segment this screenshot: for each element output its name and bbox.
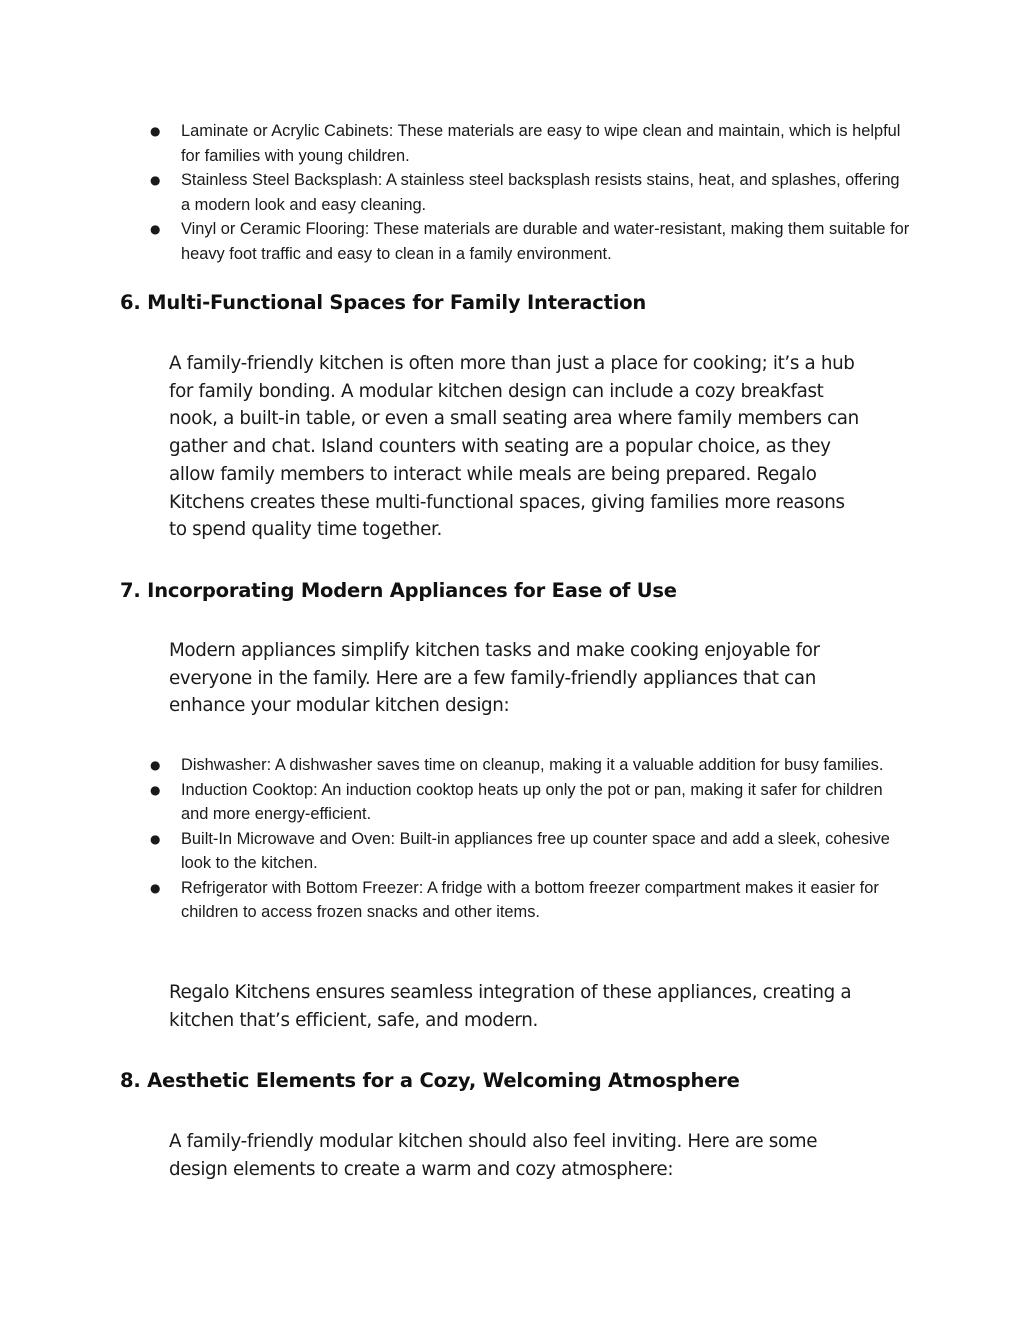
list-item-text: Built-In Microwave and Oven: Built-in appliances free up counter space and add a sleek, cohesive look to the kitchen. — [181, 829, 890, 872]
section-7-heading: 7. Incorporating Modern Appliances for Ease of Use — [120, 579, 677, 602]
list-item — [150, 876, 910, 925]
list-item — [150, 753, 910, 778]
appliances-list — [150, 753, 910, 925]
section-6-paragraph: A family-friendly kitchen is often more than just a place for cooking; it’s a hub for family bonding. A modular kitchen design can include a cozy breakfast nook, a built-in table, or even a small seating area where family members can gather and chat. Island counters with seating are a popular choice, as they allow family members to interact while meals are being prepared. Regalo Kitchens creates these multi-functional spaces, giving families more reasons to spend quality time together. — [169, 353, 859, 541]
list-item-text: Laminate or Acrylic Cabinets: These materials are easy to wipe clean and maintain, which is helpful for families with young children. — [181, 122, 901, 165]
list-item — [150, 119, 910, 168]
list-item-text: Refrigerator with Bottom Freezer: A fridge with a bottom freezer compartment makes it easier for children to access frozen snacks and other items. — [181, 878, 879, 921]
bullet-icon: ● — [150, 758, 161, 772]
section-8-heading: 8. Aesthetic Elements for a Cozy, Welcoming Atmosphere — [120, 1069, 740, 1092]
bullet-icon: ● — [150, 222, 161, 236]
section-7-closing: Regalo Kitchens ensures seamless integration of these appliances, creating a kitchen that’s efficient, safe, and modern. — [169, 982, 852, 1031]
bullet-icon: ● — [150, 124, 161, 138]
bullet-icon: ● — [150, 173, 161, 187]
list-item — [150, 168, 910, 217]
list-item-text: Vinyl or Ceramic Flooring: These materials are durable and water-resistant, making them suitable for heavy foot traffic and easy to clean in a family environment. — [181, 220, 910, 263]
section-7-intro: Modern appliances simplify kitchen tasks and make cooking enjoyable for everyone in the family. Here are a few family-friendly appliances that can enhance your modular kitchen design: — [169, 640, 820, 717]
list-item-text: Stainless Steel Backsplash: A stainless steel backsplash resists stains, heat, and splashes, offering a modern look and easy cleaning. — [181, 171, 900, 214]
list-item-text: Induction Cooktop: An induction cooktop heats up only the pot or pan, making it safer for children and more energy-efficient. — [181, 780, 883, 823]
bullet-icon: ● — [150, 831, 161, 846]
bullet-icon: ● — [150, 782, 161, 797]
list-item — [150, 778, 910, 827]
materials-list — [150, 119, 910, 266]
section-8-intro: A family-friendly modular kitchen should also feel inviting. Here are some design elements to create a warm and cozy atmosphere: — [169, 1131, 818, 1180]
section-6-heading: 6. Multi-Functional Spaces for Family Interaction — [120, 291, 647, 314]
list-item — [150, 827, 910, 876]
list-item — [150, 217, 910, 266]
bullet-icon: ● — [150, 880, 161, 895]
list-item-text: Dishwasher: A dishwasher saves time on cleanup, making it a valuable addition for busy families. — [181, 756, 884, 774]
